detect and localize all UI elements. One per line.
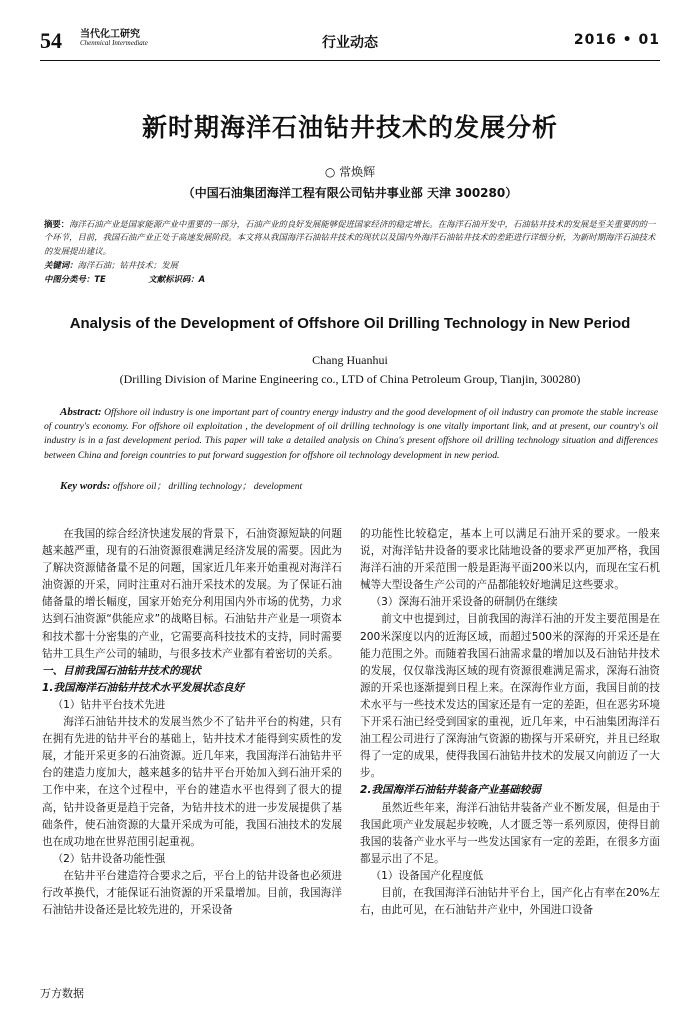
sub-subsection-heading: （1）设备国产化程度低	[370, 869, 484, 882]
author-cn: ○ 常焕辉	[324, 165, 376, 179]
abstract-cn-label: 摘要：	[44, 219, 70, 229]
article-title-en: Analysis of the Development of Offshore Oil Drilling Technology in New Period	[69, 315, 631, 332]
keywords-cn-label: 关键词：	[44, 260, 78, 270]
classification-cn	[44, 273, 658, 285]
journal-name-cn: 当代化工研究	[80, 29, 140, 40]
abstract-cn-text: 海洋石油产业是国家能源产业中重要的一部分，石油产业的良好发展能够促进国家经济的稳定增长。在海洋石油开发中，石油钻井技术的发展是至关重要的的一个环节，目前，我国石油产业正处于高速发展阶段。本文将从我国海洋石油钻井技术的现状以及国内外海洋石油钻井技术的差距进行详细分析，为新时期海洋石油技术的发展提出建议。	[44, 219, 656, 256]
footer-source: 万方数据	[40, 987, 84, 1000]
header-rule	[40, 60, 660, 61]
page-number: 54	[40, 28, 62, 53]
author-en: Chang Huanhui	[312, 353, 388, 367]
body-column-right	[360, 526, 660, 919]
paragraph: 在我国的综合经济快速发展的背景下，石油资源短缺的问题越来越严重，现有的石油资源很难满足经济发展的需要。因此为了解决资源储备量不足的问题，国家近几年来开始重视对海洋石油资源的开采，同时注重对石油开采技术的发展。为了保证石油储备量的增长幅度，国家开始充分利用国内外市场的优势，力求达到石油资源“供能应求”的战略目标。石油钻井产业是一项资本和技术都十分密集的产业，它需要高科技技术的支持，同时需要钻井工具生产公司的辅助，与很多技术产业都有着密切的关系。	[42, 528, 342, 660]
sub-subsection-heading: （3）深海石油开采设备的研制仍在继续	[370, 596, 558, 609]
subsection-heading: 1.我国海洋石油钻井技术水平发展状态良好	[42, 681, 245, 694]
keywords-cn-text: 海洋石油；钻井技术；发展	[77, 260, 178, 270]
keywords-en-label: Key words:	[60, 480, 111, 492]
class-cn-label: 中图分类号：	[44, 274, 95, 284]
keywords-cn	[44, 259, 658, 271]
paragraph: 海洋石油钻井技术的发展当然少不了钻井平台的构建，只有在拥有先进的钻井平台的基础上，钻井技术才能得到实质性的发展，才能开采更多的石油资源。近几年来，我国海洋石油钻井平台的建造力度加大，越来越多的钻井平台开始加入到石油开采的工作中来，在这个过程中，平台的建造水平也得到了很大的提高，钻井设备更是趋于完备，为钻井技术的进一步发展提供了基础条件，使石油资源的大量开采成为可能，我国石油技术的发展也在成功地在世界范围引起重视。	[42, 716, 342, 848]
paragraph: 在钻井平台建造符合要求之后，平台上的钻井设备也必须进行改革换代，才能保证石油资源的开采量增加。目前，我国海洋石油钻井设备还是比较先进的，开采设备	[42, 869, 342, 917]
sub-subsection-heading: （2）钻井设备功能性强	[52, 852, 166, 865]
abstract-en	[44, 405, 658, 463]
abstract-en-text: Offshore oil industry is one important part of country energy industry and the good development of oil industry can promote the stable increase of country's economy. For offshore oil exploitation , the development of oil drilling technology is one vitally important link, and at present, our country's oil industry is in a fast development period. This paper will take a detailed analysis on China's present offshore oil drilling technology situation and differences between China and foreign countries to put forward suggestion for offshore oil technology development in new period.	[44, 407, 658, 461]
paragraph: 目前，在我国海洋石油钻井平台上，国产化占有率在20%左右，由此可见，在石油钻井产业中，外国进口设备	[360, 886, 660, 917]
affiliation-en: (Drilling Division of Marine Engineering co., LTD of China Petroleum Group, Tianjin, 300280)	[119, 372, 581, 386]
issue-number: 2016 • 01	[573, 32, 660, 48]
page-header	[40, 28, 660, 62]
journal-name	[80, 30, 148, 47]
doc-code-value: A	[198, 274, 206, 284]
subsection-heading: 2.我国海洋石油钻井装备产业基础较弱	[360, 784, 541, 797]
affiliation-cn: （中国石油集团海洋工程有限公司钻井事业部 天津 300280）	[182, 186, 518, 200]
section-heading: 一、目前我国石油钻井技术的现状	[42, 664, 201, 677]
paragraph: 的功能性比较稳定，基本上可以满足石油开采的要求。一般来说，对海洋钻井设备的要求比陆地设备的要求严更加严格，我国海洋石油的开采范围一般是距海平面200米以内，而现在宝石机械等大型设备生产公司的产品都能较好地满足这些要求。	[360, 528, 660, 592]
keywords-en	[60, 478, 660, 492]
paragraph: 虽然近些年来，海洋石油钻井装备产业不断发展，但是由于我国此项产业发展起步较晚，人才匮乏等一系列原因，使得目前我国的装备产业水平与一些发达国家有一定的差距，在很多方面都显示出了不足。	[360, 801, 660, 865]
article-title-cn: 新时期海洋石油钻井技术的发展分析	[141, 113, 558, 142]
class-cn-value: TE	[94, 274, 106, 284]
body-column-left	[42, 526, 342, 919]
abstract-cn	[44, 218, 658, 258]
keywords-en-text: offshore oil； drilling technology； development	[112, 481, 303, 492]
paragraph: 前文中也提到过，目前我国的海洋石油的开发主要范围是在200米深度以内的近海区域，而超过500米的深海的开采还是在能力范围之外。而随着我国石油需求量的增加以及石油钻井技术的发展，仅仅靠浅海区域的现有资源很难满足需求，深海石油资源的开采也逐渐提到日程上来。在深海作业方面，我国目前的技术水平与一些技术发达的国家还是有一定的差距，但在恶劣环境下开采石油已经受到国家的重视，近几年来，中石油集团海洋石油工程公司进行了深海油气资源的勘探与开采研究，并且已经取得了一定的成果，使得我国石油钻井技术的发展又向前迈了一大步。	[360, 613, 660, 780]
journal-name-en: Chenmical Intermediate	[80, 39, 148, 47]
section-name: 行业动态	[322, 35, 378, 51]
doc-code-label: 文献标识码：	[148, 274, 199, 284]
sub-subsection-heading: （1）钻井平台技术先进	[52, 698, 166, 711]
abstract-en-label: Abstract:	[60, 406, 102, 418]
